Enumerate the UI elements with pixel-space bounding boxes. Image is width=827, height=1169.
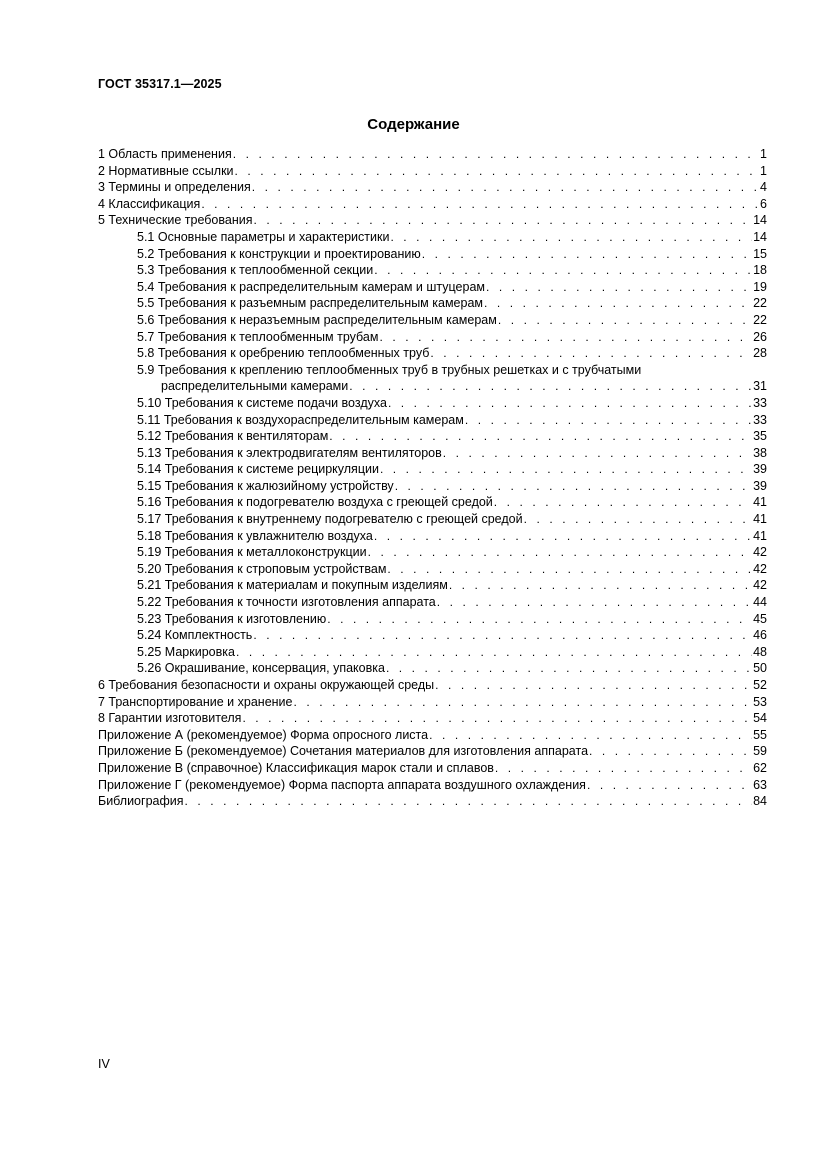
toc-entry-page: 38 — [753, 445, 767, 460]
toc-entry[interactable] — [98, 694, 767, 711]
toc-entry[interactable] — [98, 279, 767, 296]
toc-entry-page: 45 — [753, 611, 767, 626]
toc-entry[interactable] — [98, 412, 767, 429]
toc-entry[interactable] — [98, 494, 767, 511]
toc-entry-title: 8 Гарантии изготовителя — [98, 711, 242, 726]
toc-entry-title: 5.15 Требования к жалюзийному устройству — [137, 478, 394, 493]
toc-leader-dots — [429, 727, 752, 744]
toc-entry-page: 15 — [753, 246, 767, 261]
toc-entry-page: 35 — [753, 429, 767, 444]
toc-leader-dots — [435, 677, 752, 694]
toc-entry-title: 5.13 Требования к электродвигателям вентиляторов — [137, 445, 442, 460]
toc-entry-title: 6 Требования безопасности и охраны окружающей среды — [98, 678, 435, 692]
toc-entry[interactable] — [98, 528, 767, 545]
toc-entry-page: 59 — [753, 744, 767, 759]
toc-entry-title: 5.14 Требования к системе рециркуляции — [137, 462, 379, 477]
toc-entry-title: 5.3 Требования к теплообменной секции — [137, 263, 374, 278]
toc-entry-title: 5.25 Маркировка — [137, 644, 235, 659]
toc-entry-page: 28 — [753, 346, 767, 361]
toc-entry-page: 14 — [753, 229, 767, 244]
toc-entry[interactable] — [98, 196, 767, 213]
toc-entry-title: 5.17 Требования к внутреннему подогревателю с греющей средой — [137, 512, 523, 527]
toc-entry-page: 44 — [753, 595, 767, 610]
toc-leader-dots — [484, 295, 752, 312]
toc-entry-title: 5.12 Требования к вентиляторам — [137, 429, 329, 444]
toc-leader-dots — [494, 494, 752, 511]
toc-entry-title: 5.19 Требования к металлоконструкции — [137, 545, 367, 560]
toc-entry[interactable] — [98, 262, 767, 279]
page-number: IV — [98, 1057, 110, 1071]
toc-leader-dots — [443, 445, 752, 462]
toc-entry-page: 55 — [753, 727, 767, 742]
toc-entry-page: 6 — [760, 196, 767, 211]
toc-entry-title: Приложение Г (рекомендуемое) Форма паспорта аппарата воздушного охлаждения — [98, 777, 586, 792]
toc-entry[interactable] — [98, 743, 767, 760]
toc-leader-dots — [498, 312, 752, 329]
toc-leader-dots — [449, 577, 752, 594]
toc-leader-dots — [386, 660, 752, 677]
toc-entry-page: 1 — [760, 147, 767, 161]
toc-entry[interactable] — [98, 163, 767, 180]
toc-entry[interactable] — [98, 312, 767, 329]
toc-entry-title: 5.26 Окрашивание, консервация, упаковка — [137, 661, 385, 676]
document-code: ГОСТ 35317.1—2025 — [98, 77, 222, 91]
toc-entry[interactable] — [98, 577, 767, 594]
toc-entry[interactable] — [98, 627, 767, 644]
toc-leader-dots — [387, 561, 752, 578]
toc-leader-dots — [294, 694, 753, 711]
toc-entry-page: 4 — [760, 180, 767, 195]
toc-leader-dots — [388, 395, 752, 412]
toc-entry-title: 2 Нормативные ссылки — [98, 163, 234, 178]
toc-entry-page: 22 — [753, 296, 767, 311]
toc-entry-page: 54 — [753, 711, 767, 726]
toc-entry[interactable] — [98, 710, 767, 727]
toc-entry[interactable] — [98, 395, 767, 412]
toc-leader-dots — [349, 378, 752, 395]
page-title: Содержание — [367, 116, 460, 133]
toc-leader-dots — [185, 793, 753, 810]
toc-leader-dots — [233, 146, 759, 163]
toc-leader-dots — [422, 246, 752, 263]
toc-leader-dots — [379, 329, 752, 346]
table-of-contents — [98, 146, 767, 810]
toc-entry-title: 5.8 Требования к оребрению теплообменных труб — [137, 346, 430, 361]
toc-entry[interactable] — [98, 644, 767, 661]
toc-entry[interactable] — [98, 544, 767, 561]
toc-entry-title: Приложение А (рекомендуемое) Форма опросного листа — [98, 727, 429, 742]
toc-entry[interactable] — [98, 329, 767, 346]
toc-entry-title: 7 Транспортирование и хранение — [98, 694, 293, 709]
toc-leader-dots — [524, 511, 753, 528]
toc-entry[interactable] — [98, 611, 767, 628]
toc-leader-dots — [374, 262, 752, 279]
toc-entry-title: 5.6 Требования к неразъемным распределительным камерам — [137, 312, 497, 327]
toc-entry[interactable] — [98, 461, 767, 478]
toc-entry[interactable] — [98, 246, 767, 263]
toc-leader-dots — [437, 594, 752, 611]
toc-entry[interactable] — [98, 660, 767, 677]
toc-entry-title: 5.16 Требования к подогревателю воздуха с греющей средой — [137, 495, 493, 510]
toc-entry-title: Библиография — [98, 794, 184, 809]
toc-leader-dots — [235, 163, 760, 180]
toc-leader-dots — [368, 544, 753, 561]
toc-entry-title: 5.1 Основные параметры и характеристики — [137, 229, 390, 244]
toc-entry-page: 48 — [753, 644, 767, 659]
toc-leader-dots — [329, 428, 752, 445]
toc-entry-title: 5.22 Требования к точности изготовления аппарата — [137, 595, 436, 610]
toc-entry[interactable] — [98, 727, 767, 744]
toc-entry[interactable] — [98, 677, 767, 694]
toc-entry-title: 1 Область применения — [98, 147, 232, 161]
toc-entry-page: 52 — [753, 678, 767, 692]
toc-leader-dots — [430, 345, 752, 362]
toc-leader-dots — [395, 478, 752, 495]
toc-leader-dots — [589, 743, 752, 760]
toc-entry[interactable] — [98, 295, 767, 312]
toc-leader-dots — [327, 611, 752, 628]
toc-entry-page: 63 — [753, 777, 767, 792]
toc-entry-title: 3 Термины и определения — [98, 180, 251, 195]
toc-entry[interactable] — [98, 345, 767, 362]
toc-entry[interactable] — [98, 561, 767, 578]
toc-leader-dots — [486, 279, 752, 296]
toc-entry[interactable] — [98, 146, 767, 163]
toc-entry-page: 39 — [753, 478, 767, 493]
toc-leader-dots — [253, 212, 752, 229]
toc-entry-title: распределительными камерами — [161, 379, 349, 394]
toc-entry-page: 41 — [753, 495, 767, 510]
toc-entry-title: 5.20 Требования к строповым устройствам — [137, 561, 387, 576]
toc-entry-page: 46 — [753, 628, 767, 643]
toc-entry-title: 5.18 Требования к увлажнителю воздуха — [137, 528, 373, 543]
toc-entry[interactable] — [98, 511, 767, 528]
toc-entry-page: 62 — [753, 760, 767, 775]
toc-leader-dots — [587, 777, 752, 794]
toc-entry-page: 41 — [753, 512, 767, 527]
toc-entry-title: Приложение В (справочное) Классификация марок стали и сплавов — [98, 760, 494, 775]
toc-entry[interactable] — [98, 179, 767, 196]
toc-leader-dots — [465, 412, 752, 429]
toc-entry-title: 5.21 Требования к материалам и покупным изделиям — [137, 578, 448, 593]
toc-entry-page: 42 — [753, 561, 767, 576]
toc-entry-title: 5.23 Требования к изготовлению — [137, 611, 327, 626]
toc-entry-page: 42 — [753, 578, 767, 593]
toc-entry-page: 1 — [760, 163, 767, 178]
toc-leader-dots — [242, 710, 752, 727]
toc-entry[interactable] — [98, 362, 767, 395]
toc-entry-page: 42 — [753, 545, 767, 560]
toc-entry-page: 84 — [753, 794, 767, 809]
toc-entry-page: 26 — [753, 329, 767, 344]
toc-leader-dots — [236, 644, 752, 661]
toc-entry[interactable] — [98, 594, 767, 611]
toc-entry-page: 39 — [753, 462, 767, 477]
toc-entry-title: 5.10 Требования к системе подачи воздуха — [137, 395, 387, 410]
toc-entry[interactable] — [98, 445, 767, 462]
toc-entry-title: 4 Классификация — [98, 196, 201, 211]
toc-entry-page: 33 — [753, 395, 767, 410]
toc-entry-title: 5.11 Требования к воздухораспределительным камерам — [137, 412, 464, 427]
toc-entry[interactable] — [98, 212, 767, 229]
toc-entry-page: 41 — [753, 528, 767, 543]
toc-leader-dots — [252, 179, 759, 196]
toc-leader-dots — [374, 528, 752, 545]
toc-entry-title: 5.9 Требования к креплению теплообменных труб в трубных решетках и с трубчатыми — [137, 362, 642, 377]
toc-leader-dots — [495, 760, 752, 777]
toc-entry[interactable] — [98, 793, 767, 810]
toc-leader-dots — [390, 229, 752, 246]
toc-entry-title: Приложение Б (рекомендуемое) Сочетания материалов для изготовления аппарата — [98, 744, 589, 759]
toc-entry-title: 5.2 Требования к конструкции и проектированию — [137, 246, 421, 261]
toc-entry[interactable] — [98, 478, 767, 495]
toc-entry[interactable] — [98, 777, 767, 794]
toc-leader-dots — [253, 627, 752, 644]
toc-entry-page: 31 — [753, 379, 767, 394]
toc-entry-title: 5.4 Требования к распределительным камерам и штуцерам — [137, 279, 485, 294]
toc-entry[interactable] — [98, 428, 767, 445]
toc-entry-page: 19 — [753, 279, 767, 294]
toc-leader-dots — [380, 461, 752, 478]
toc-entry-page: 50 — [753, 661, 767, 676]
toc-entry-page: 53 — [753, 694, 767, 709]
toc-leader-dots — [201, 196, 759, 213]
toc-entry-title: 5.5 Требования к разъемным распределительным камерам — [137, 296, 483, 311]
toc-entry-page: 14 — [753, 213, 767, 228]
toc-entry[interactable] — [98, 760, 767, 777]
toc-entry-title: 5.7 Требования к теплообменным трубам — [137, 329, 379, 344]
toc-entry-page: 18 — [753, 263, 767, 278]
toc-entry-page: 22 — [753, 312, 767, 327]
toc-entry-title: 5.24 Комплектность — [137, 628, 253, 643]
toc-entry[interactable] — [98, 229, 767, 246]
toc-entry-title: 5 Технические требования — [98, 213, 253, 228]
toc-entry-page: 33 — [753, 412, 767, 427]
